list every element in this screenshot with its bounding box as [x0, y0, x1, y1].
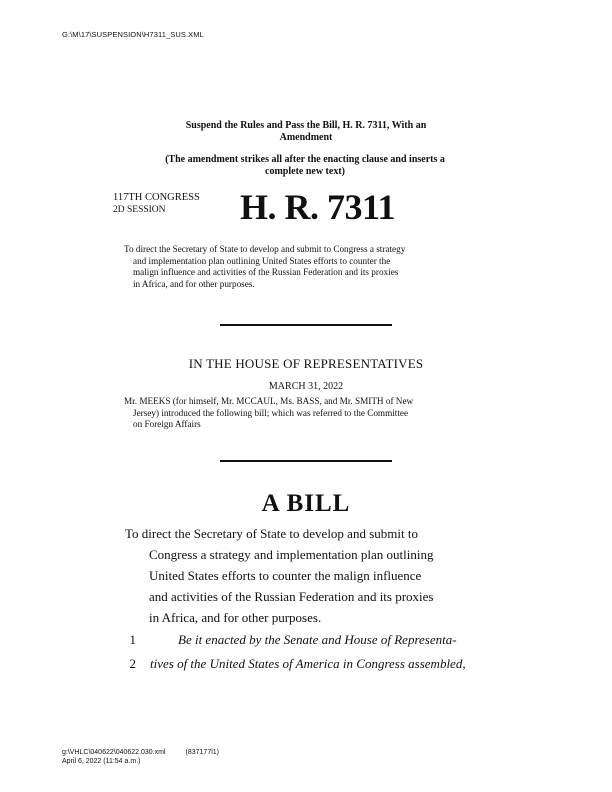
a-bill-heading: A BILL: [261, 490, 351, 517]
motion-heading: [150, 120, 462, 144]
title-line: Congress a strategy and implementation plan outlining: [149, 547, 434, 562]
title-line: in Africa, and for other purposes.: [149, 610, 322, 625]
amendment-note-line-2: complete new text): [265, 166, 345, 177]
footer-file: g:\VHLC\040622\040622.030.xml: [62, 749, 166, 756]
title-line: and activities of the Russian Federation and its proxies: [149, 589, 434, 604]
title-line: United States efforts to counter the malign influence: [149, 568, 422, 583]
line-number: 2: [129, 656, 136, 671]
intro-line-3: on Foreign Affairs: [133, 419, 201, 429]
enacting-clause-line-1: Be it enacted by the Senate and House of Representa-: [178, 632, 457, 647]
introduction-date: MARCH 31, 2022: [268, 381, 344, 392]
purpose-line-4: in Africa, and for other purposes.: [133, 278, 255, 289]
enacting-clause-line-2: tives of the United States of America in Congress assembled,: [150, 656, 466, 671]
title-line: To direct the Secretary of State to develop and submit to: [125, 526, 418, 541]
amendment-note: [130, 154, 480, 178]
line-number: 1: [129, 632, 136, 647]
intro-line-1: Mr. MEEKS (for himself, Mr. MCCAUL, Ms. BASS, and Mr. SMITH of New: [124, 396, 414, 406]
footer: [62, 748, 219, 766]
footer-timestamp: April 6, 2022 (11:54 a.m.): [62, 758, 141, 765]
amendment-note-line-1: (The amendment strikes all after the enacting clause and inserts a: [165, 154, 445, 165]
divider-rule: [220, 324, 392, 326]
divider-rule: [220, 460, 392, 462]
footer-code: (837177l1): [185, 749, 219, 756]
introduction-statement: [124, 396, 488, 431]
motion-line-2: Amendment: [279, 132, 333, 143]
intro-line-2: Jersey) introduced the following bill; which was referred to the Committee: [133, 407, 409, 418]
purpose-line-3: malign influence and activities of the Russian Federation and its proxies: [133, 267, 399, 277]
file-path-header: G:\M\17\SUSPENSION\H7311_SUS.XML: [62, 30, 204, 39]
bill-purpose: [124, 244, 489, 290]
bill-long-title: [125, 523, 487, 628]
purpose-line-2: and implementation plan outlining United States efforts to counter the: [133, 255, 391, 266]
session-label: 2D SESSION: [113, 205, 166, 215]
bill-number: H. R. 7311: [240, 187, 396, 227]
house-heading: IN THE HOUSE OF REPRESENTATIVES: [188, 356, 424, 371]
congress-label: 117TH CONGRESS: [113, 192, 200, 203]
motion-line-1: Suspend the Rules and Pass the Bill, H. R. 7311, With an: [185, 120, 427, 131]
footer-file-line: [62, 748, 219, 757]
purpose-line-1: To direct the Secretary of State to develop and submit to Congress a strategy: [124, 244, 406, 254]
